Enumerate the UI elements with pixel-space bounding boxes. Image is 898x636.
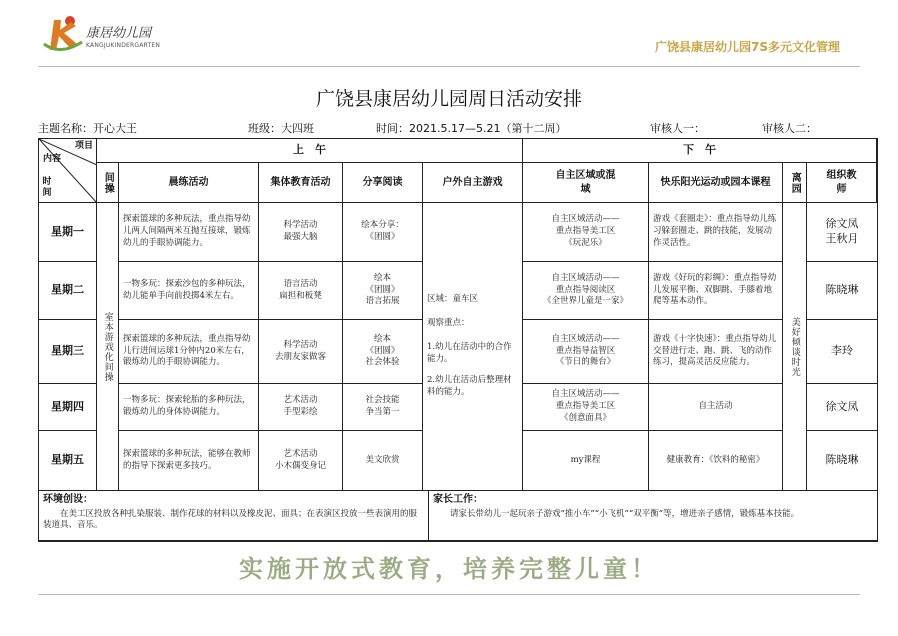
day-label xyxy=(39,431,97,491)
day-text: 星期二 xyxy=(51,283,84,297)
free-area-line-1: my课程 xyxy=(570,454,601,465)
col-header-free: 自主区域或混域 xyxy=(523,163,649,203)
free-area-line-3: 《创意面具》 xyxy=(559,412,611,423)
parent-work-cell xyxy=(429,491,877,541)
day-label xyxy=(39,203,97,262)
group-activity-type: 艺术活动 xyxy=(283,395,318,406)
free-area-line-1: 自主区域活动—— xyxy=(551,214,620,225)
environment-label: 环境创设： xyxy=(43,494,93,505)
morning-activity-text: 一物多玩：探索沙包的多种玩法，幼儿能单手向前投掷4米左右。 xyxy=(123,278,251,301)
group-activity-name: 最强大脑 xyxy=(283,232,318,242)
teacher-name-1: 李玲 xyxy=(831,344,853,358)
happy-sport-text: 游戏《套圈走》：重点指导幼儿练习躲套圈走、跳的技能，发展动作灵活性。 xyxy=(653,214,777,248)
group-activity-type: 语言活动 xyxy=(283,278,318,289)
reading-cell xyxy=(343,320,423,384)
schedule-table xyxy=(38,138,878,542)
group-activity-type: 科学活动 xyxy=(283,339,318,350)
happy-sport-cell xyxy=(649,384,783,431)
free-area-line-1: 自主区域活动—— xyxy=(551,272,620,283)
morning-activity-text: 探索篮球的多种玩法，能够在教师的指导下探索更多技巧。 xyxy=(123,448,251,471)
afternoon-section-header: 下 午 xyxy=(523,139,877,163)
teacher-cell xyxy=(807,203,877,262)
logo-mark-icon xyxy=(40,14,84,54)
happy-sport-text: 自主活动 xyxy=(698,401,733,412)
teacher-name-1: 徐文凤 xyxy=(825,217,859,231)
col-header-jiancao: 间操 xyxy=(97,163,119,203)
outdoor-merged-cell xyxy=(423,203,523,491)
corner-item-label: 项目 xyxy=(74,141,93,151)
happy-sport-cell xyxy=(649,203,783,262)
col-header-happy: 快乐阳光运动或园本课程 xyxy=(649,163,783,203)
free-area-line-2: 重点指导美工区 xyxy=(555,401,616,412)
group-activity-type: 艺术活动 xyxy=(283,448,318,459)
teacher-name-1: 陈晓琳 xyxy=(825,283,859,297)
day-label xyxy=(39,320,97,384)
teacher-name-2: 王秋月 xyxy=(825,232,859,245)
free-area-cell xyxy=(523,431,649,491)
schedule-time: 时间：2021.5.17—5.21（第十二周） xyxy=(376,122,567,135)
leave-merged-cell: 美好倾谈时光 xyxy=(783,203,807,491)
group-activity-name: 去朋友家做客 xyxy=(274,351,326,362)
happy-sport-text: 游戏《好玩的彩绸》：重点指导幼儿发展平衡、双脚跳、手膝着地爬等基本动作。 xyxy=(653,272,777,307)
reading-line-2: 《团圆》 xyxy=(365,232,400,242)
reading-line-1: 绘本 xyxy=(373,272,391,283)
teacher-cell xyxy=(807,320,877,384)
reading-cell xyxy=(343,262,423,320)
reading-line-2: 《团圆》 xyxy=(365,345,400,356)
morning-activity-cell xyxy=(119,431,259,491)
day-label xyxy=(39,384,97,431)
reading-line-1: 绘本 xyxy=(373,333,391,344)
teacher-cell xyxy=(807,431,877,491)
morning-activity-cell xyxy=(119,262,259,320)
reading-line-1: 美文欣赏 xyxy=(365,454,400,465)
reviewer-two: 审核人二： xyxy=(762,122,817,135)
teacher-name-1: 徐文凤 xyxy=(825,399,859,413)
group-activity-name: 扁担和板凳 xyxy=(279,290,322,301)
reading-line-2: 争当第一 xyxy=(365,407,400,417)
reading-cell xyxy=(343,384,423,431)
free-area-line-3: 《全世界儿童是一家》 xyxy=(542,296,628,307)
free-area-cell xyxy=(523,203,649,262)
col-header-reading: 分享阅读 xyxy=(343,163,423,203)
reading-line-1: 社会技能 xyxy=(365,395,400,406)
environment-cell xyxy=(39,491,429,541)
outdoor-area: 区域：童车区 xyxy=(427,293,479,304)
col-header-morning: 晨练活动 xyxy=(119,163,259,203)
happy-sport-cell xyxy=(649,262,783,320)
group-activity-cell xyxy=(259,262,343,320)
free-area-line-2: 重点指导阅读区 xyxy=(555,284,616,295)
corner-header xyxy=(39,139,97,203)
footer-divider xyxy=(38,594,860,595)
outdoor-focus-two: 2.幼儿在活动后整理材料的能力。 xyxy=(427,375,512,398)
parent-work-label: 家长工作： xyxy=(433,494,483,505)
col-header-teacher: 组织教师 xyxy=(807,163,877,203)
reading-cell xyxy=(343,431,423,491)
page-title: 广饶县康居幼儿园周日活动安排 xyxy=(315,88,582,110)
environment-text: 在美工区投放各种扎染服装、制作花球的材料以及橡皮泥、面具；在表演区投放一些表演用的服装道具、音乐。 xyxy=(43,508,418,531)
happy-sport-text: 健康教育：《饮料的秘密》 xyxy=(666,454,765,465)
teacher-name-1: 陈晓琳 xyxy=(825,453,859,467)
free-area-cell xyxy=(523,320,649,384)
free-area-line-2: 重点指导益智区 xyxy=(555,345,616,356)
free-area-cell xyxy=(523,262,649,320)
class-name: 班级：大四班 xyxy=(248,122,314,135)
page-header xyxy=(0,0,898,66)
reading-line-3: 语言拓展 xyxy=(365,296,400,307)
morning-activity-text: 探索篮球的多种玩法，重点指导幼儿行进间运球1分钟内20米左右，锻炼幼儿的手眼协调能力。 xyxy=(123,333,251,368)
day-text: 星期三 xyxy=(51,344,84,358)
morning-activity-cell xyxy=(119,384,259,431)
group-activity-name: 手型彩绘 xyxy=(283,407,318,417)
free-area-line-2: 重点指导美工区 xyxy=(555,226,616,237)
happy-sport-cell xyxy=(649,320,783,384)
reviewer-one: 审核人一： xyxy=(650,122,705,135)
group-activity-cell xyxy=(259,431,343,491)
jiancao-merged-cell: 室本游戏化间操 xyxy=(97,203,119,491)
morning-activity-cell xyxy=(119,203,259,262)
bottom-slogan: 实施开放式教育，培养完整儿童！ xyxy=(239,554,659,583)
reading-cell xyxy=(343,203,423,262)
group-activity-cell xyxy=(259,320,343,384)
col-header-group: 集体教育活动 xyxy=(259,163,343,203)
outdoor-focus-one: 1.幼儿在活动中的合作能力。 xyxy=(427,341,512,364)
day-label xyxy=(39,262,97,320)
group-activity-type: 科学活动 xyxy=(283,220,318,231)
morning-activity-text: 探索篮球的多种玩法，重点指导幼儿两人间隔两米互抛互接球，锻炼幼儿的手眼协调能力。 xyxy=(123,214,251,248)
header-divider xyxy=(38,66,860,67)
reading-line-3: 社会体验 xyxy=(365,357,400,368)
happy-sport-cell xyxy=(649,431,783,491)
free-area-cell xyxy=(523,384,649,431)
free-area-line-1: 自主区域活动—— xyxy=(551,389,620,400)
group-activity-cell xyxy=(259,203,343,262)
free-area-line-1: 自主区域活动—— xyxy=(551,333,620,344)
day-text: 星期四 xyxy=(51,399,84,413)
corner-time-label: 时间 xyxy=(42,177,52,199)
logo-text-cn: 康居幼儿园 xyxy=(86,26,152,41)
free-area-line-3: 《节日的舞台》 xyxy=(555,357,616,368)
morning-section-header: 上 午 xyxy=(97,139,523,163)
group-activity-cell xyxy=(259,384,343,431)
col-header-outdoor: 户外自主游戏 xyxy=(423,163,523,203)
free-area-line-3: 《玩泥乐》 xyxy=(564,237,607,248)
morning-activity-text: 一物多玩：探索轮胎的多种玩法，锻炼幼儿的身体协调能力。 xyxy=(123,395,251,417)
day-text: 星期一 xyxy=(51,224,84,238)
happy-sport-text: 游戏《十字快速》：重点指导幼儿交替进行走、跑、跳、飞的动作练习，提高灵活反应能力。 xyxy=(653,333,777,368)
kindergarten-logo xyxy=(40,14,160,58)
col-header-leave: 离园 xyxy=(783,163,807,203)
theme-name: 主题名称：开心大王 xyxy=(38,122,137,135)
corner-content-label: 内容 xyxy=(43,154,62,164)
reading-line-2: 《团圆》 xyxy=(365,284,400,295)
group-activity-name: 小木偶变身记 xyxy=(274,460,326,471)
reading-line-1: 绘本分享： xyxy=(361,220,404,231)
teacher-cell xyxy=(807,262,877,320)
outdoor-focus-label: 观察重点： xyxy=(427,317,470,328)
day-text: 星期五 xyxy=(51,453,84,467)
logo-text-en: KANGJUKINDERGARTEN xyxy=(86,42,161,49)
header-slogan: 广饶县康居幼儿园7S多元文化管理 xyxy=(655,40,840,54)
teacher-cell xyxy=(807,384,877,431)
morning-activity-cell xyxy=(119,320,259,384)
parent-work-text: 请家长带幼儿一起玩亲子游戏“推小车”“小飞机”“双平衡”等，增进亲子感情，锻炼基本技能。 xyxy=(450,508,800,519)
